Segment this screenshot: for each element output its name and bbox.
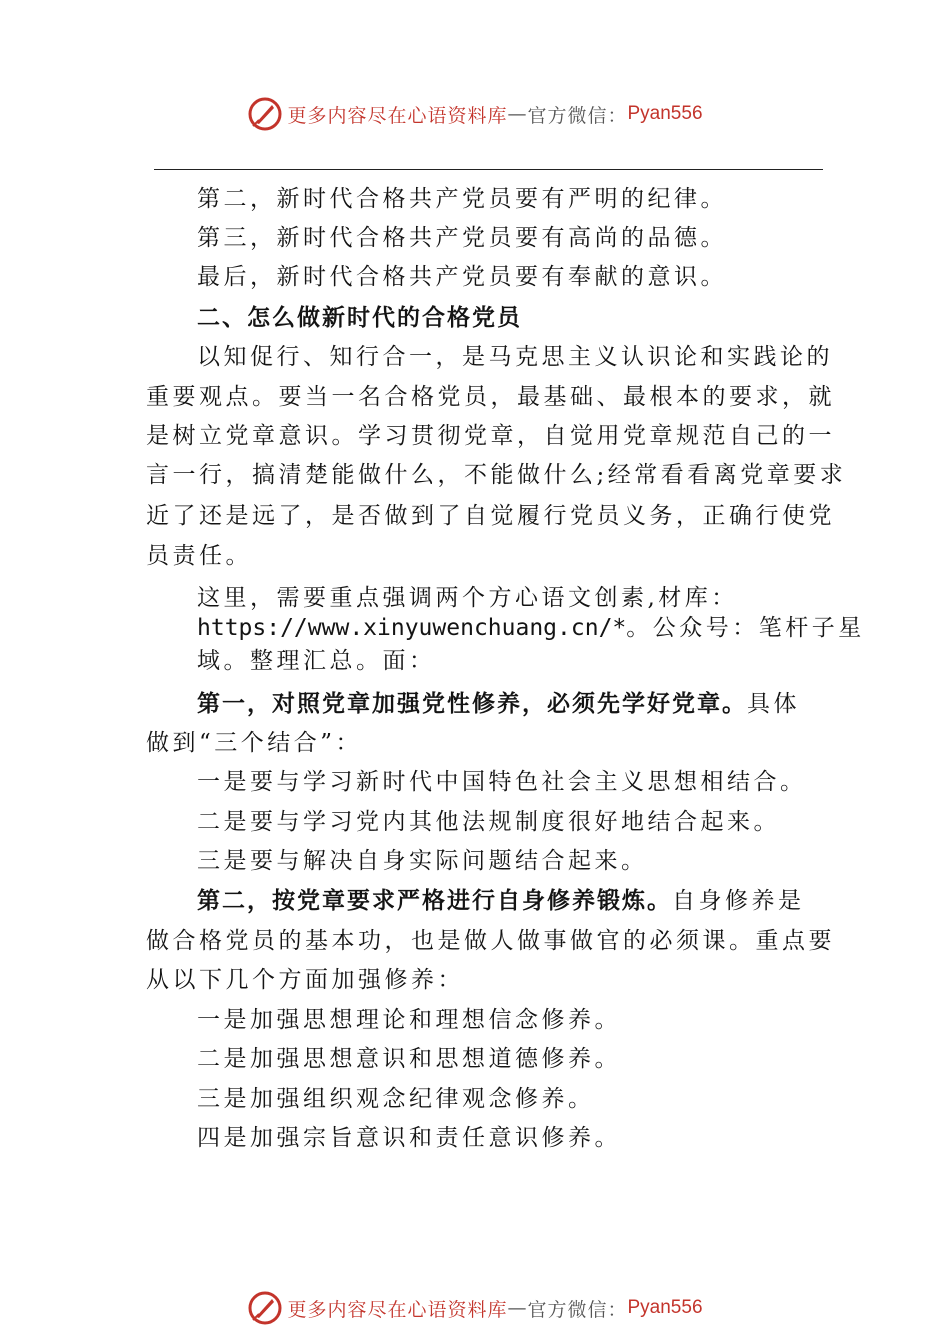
subsection-heading: 第二，按党章要求严格进行自身修养锻炼。: [197, 887, 672, 914]
text-line: 以知促行、知行合一，是马克思主义认识论和实践论的: [197, 344, 833, 370]
text-line: 一是加强思想理论和理想信念修养。: [197, 1007, 621, 1033]
banner-title: 更多内容尽在心语资料库: [287, 1298, 508, 1321]
quill-logo-icon: [247, 1290, 283, 1326]
text-line: [197, 688, 800, 720]
text-line: 第三，新时代合格共产党员要有高尚的品德。: [197, 225, 727, 251]
text-line: 言一行，搞清楚能做什么，不能做什么;经常看看离党章要求: [146, 462, 847, 488]
text-line: 三是要与解决自身实际问题结合起来。: [197, 848, 648, 874]
banner-wechat-label: 官方微信：: [527, 104, 628, 127]
header-banner: [0, 92, 950, 136]
quill-logo-icon: [247, 96, 283, 132]
banner-wechat-id: Pyan556: [627, 103, 703, 124]
text-fragment: 。公众号：笔杆子星: [626, 615, 865, 641]
text-line: 二是要与学习党内其他法规制度很好地结合起来。: [197, 809, 780, 835]
text-line: 四是加强宗旨意识和责任意识修养。: [197, 1125, 621, 1151]
text-line: 最后，新时代合格共产党员要有奉献的意识。: [197, 264, 727, 290]
text-line: 二是加强思想意识和思想道德修养。: [197, 1046, 621, 1072]
banner-wechat-label: 官方微信：: [527, 1298, 628, 1321]
text-line: 重要观点。要当一名合格党员，最基础、最根本的要求，就: [146, 384, 835, 410]
banner-separator: —: [507, 1297, 528, 1319]
banner-title: 更多内容尽在心语资料库: [287, 104, 508, 127]
header-divider: [154, 169, 823, 170]
text-line: 三是加强组织观念纪律观念修养。: [197, 1086, 595, 1112]
banner-wechat-id: Pyan556: [627, 1297, 703, 1318]
text-line: 近了还是远了，是否做到了自觉履行党员义务，正确行使党: [146, 503, 835, 529]
text-line: 这里，需要重点强调两个方心语文创素,材库：: [197, 585, 738, 611]
text-line: 从以下几个方面加强修养：: [146, 967, 464, 993]
text-line: 员责任。: [146, 543, 252, 569]
text-line: 是树立党章意识。学习贯彻党章，自觉用党章规范自己的一: [146, 423, 835, 449]
text-line: [197, 612, 865, 644]
banner-separator: —: [507, 103, 528, 125]
text-line: 域。整理汇总。面：: [197, 648, 436, 674]
text-line: 一是要与学习新时代中国特色社会主义思想相结合。: [197, 769, 807, 795]
footer-banner: [0, 1286, 950, 1330]
text-line: [197, 885, 805, 917]
section-heading: 二、怎么做新时代的合格党员: [197, 304, 522, 331]
source-url-link[interactable]: https://www.xinyuwenchuang.cn/*: [197, 615, 627, 641]
text-line: 做到“三个结合”：: [146, 730, 363, 756]
text-fragment: 具体: [747, 691, 800, 717]
text-line: 第二，新时代合格共产党员要有严明的纪律。: [197, 186, 727, 212]
text-fragment: 自身修养是: [672, 888, 805, 914]
text-line: 做合格党员的基本功，也是做人做事做官的必须课。重点要: [146, 928, 835, 954]
subsection-heading: 第一，对照党章加强党性修养，必须先学好党章。: [197, 690, 747, 717]
